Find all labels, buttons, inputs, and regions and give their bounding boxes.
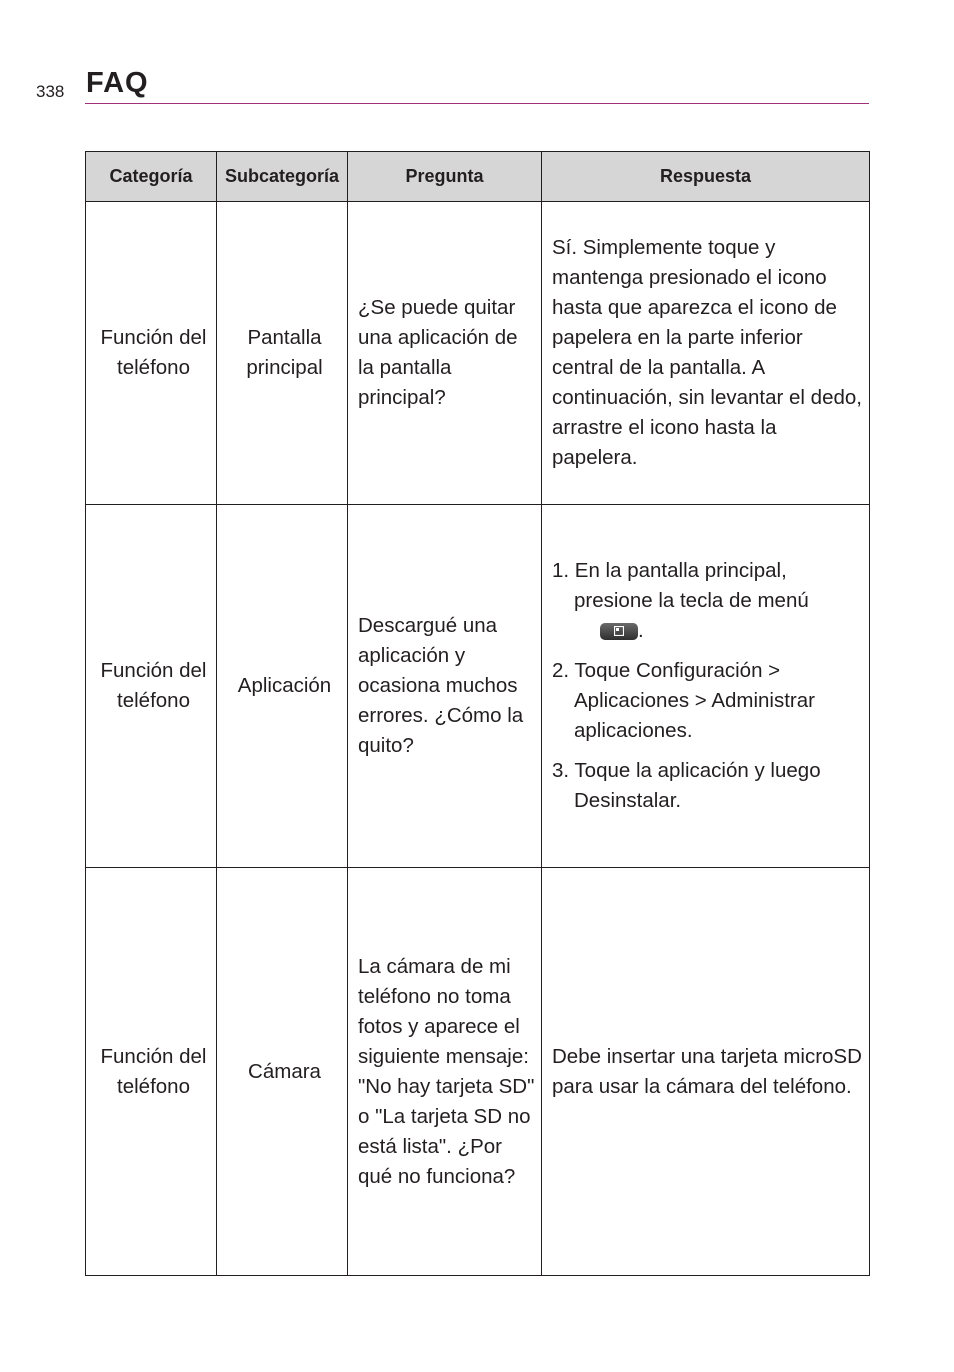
question-cell: ¿Se puede quitar una aplicación de la pantalla principal? bbox=[348, 202, 542, 505]
column-header-subcategory: Subcategoría bbox=[217, 152, 348, 202]
question-cell: Descargué una aplicación y ocasiona muchos errores. ¿Cómo la quito? bbox=[348, 505, 542, 868]
title-divider bbox=[85, 103, 869, 104]
category-cell: Función del teléfono bbox=[86, 202, 217, 505]
column-header-question: Pregunta bbox=[348, 152, 542, 202]
answer-cell bbox=[542, 505, 870, 868]
category-cell: Función del teléfono bbox=[86, 505, 217, 868]
subcategory-cell: Cámara bbox=[217, 868, 348, 1276]
category-cell: Función del teléfono bbox=[86, 868, 217, 1276]
table-row bbox=[86, 202, 870, 505]
answer-step bbox=[552, 556, 864, 646]
column-header-category: Categoría bbox=[86, 152, 217, 202]
page-number: 338 bbox=[36, 82, 65, 101]
subcategory-cell: Pantalla principal bbox=[217, 202, 348, 505]
answer-steps-list bbox=[552, 556, 864, 816]
table-row bbox=[86, 505, 870, 868]
table-header-row bbox=[86, 152, 870, 202]
answer-step: 3. Toque la aplicación y luego Desinstalar. bbox=[552, 759, 821, 812]
question-cell: La cámara de mi teléfono no toma fotos y aparece el siguiente mensaje: "No hay tarjeta SD" o "La tarjeta SD no está lista". ¿Por qué no funciona? bbox=[348, 868, 542, 1276]
page-title: FAQ bbox=[86, 67, 149, 99]
menu-key-icon bbox=[600, 623, 638, 640]
answer-step: 2. Toque Configuración > Aplicaciones > Administrar aplicaciones. bbox=[552, 659, 815, 742]
subcategory-cell: Aplicación bbox=[217, 505, 348, 868]
answer-cell: Sí. Simplemente toque y mantenga presionado el icono hasta que aparezca el icono de papelera en la parte inferior central de la pantalla. A continuación, sin levantar el dedo, arrastre el icono hasta la papelera. bbox=[542, 202, 870, 505]
answer-step-text: 1. En la pantalla principal, presione la tecla de menú bbox=[552, 559, 809, 612]
answer-cell: Debe insertar una tarjeta microSD para usar la cámara del teléfono. bbox=[542, 868, 870, 1276]
faq-table bbox=[85, 151, 870, 1276]
answer-step-suffix: . bbox=[638, 619, 644, 642]
table-row bbox=[86, 868, 870, 1276]
column-header-answer: Respuesta bbox=[542, 152, 870, 202]
